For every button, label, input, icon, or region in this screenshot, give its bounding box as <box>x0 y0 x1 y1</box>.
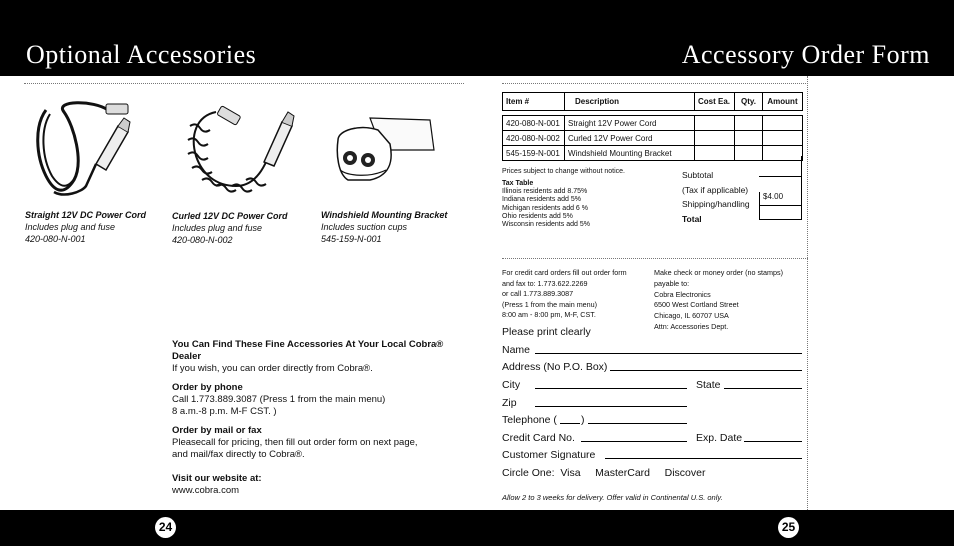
right-footer-bar <box>466 510 954 546</box>
tax-line: Michigan residents add 6 % <box>502 204 588 212</box>
row-qty[interactable] <box>735 116 763 131</box>
tax-line: Illinois residents add 8.75% <box>502 188 588 196</box>
total-field[interactable] <box>759 206 802 220</box>
credit-note-line: (Press 1 from the main menu) <box>502 299 598 309</box>
state-label: State <box>696 379 721 391</box>
row-item: 545-159-N-001 <box>503 146 565 161</box>
zip-label: Zip <box>502 397 517 409</box>
signature-field[interactable] <box>605 458 802 459</box>
web-url[interactable]: www.cobra.com <box>172 485 240 496</box>
straight-cord-image <box>24 96 164 204</box>
product-name: Curled 12V DC Power Cord <box>172 211 288 221</box>
signature-label: Customer Signature <box>502 449 596 461</box>
tax-table <box>502 180 590 229</box>
dealer-intro: If you wish, you can order directly from Cobra®. <box>172 363 373 374</box>
col-item: Item # <box>503 93 565 111</box>
table-row <box>503 116 803 131</box>
name-field[interactable] <box>535 353 802 354</box>
credit-note-line: For credit card orders fill out order form <box>502 268 627 277</box>
name-label: Name <box>502 344 531 356</box>
product-desc: Includes plug and fuse <box>172 223 263 233</box>
credit-note-line: 8:00 am - 8:00 pm, M-F, CST. <box>502 310 596 319</box>
product-caption-curled <box>172 210 288 246</box>
city-field[interactable] <box>535 388 687 389</box>
credit-card-label: Credit Card No. <box>502 432 575 444</box>
exp-date-field[interactable] <box>744 441 802 442</box>
left-footer-bar <box>0 510 466 546</box>
tax-line: Indiana residents add 5% <box>502 196 581 204</box>
product-code: 420-080-N-002 <box>172 235 233 245</box>
row-desc: Straight 12V Power Cord <box>565 116 695 131</box>
col-amount: Amount <box>763 93 803 111</box>
row-cost[interactable] <box>695 146 735 161</box>
col-qty: Qty. <box>735 93 763 111</box>
form-divider <box>502 258 808 259</box>
city-label: City <box>502 379 521 391</box>
product-caption-straight <box>25 209 146 245</box>
table-row <box>503 146 803 161</box>
product-desc: Includes suction cups <box>321 222 408 232</box>
product-code: 420-080-N-001 <box>25 234 86 244</box>
card-type-choice[interactable]: Circle One: Visa MasterCard Discover <box>502 467 706 479</box>
left-page-number: 24 <box>155 517 176 538</box>
shipping-label: Shipping/handling <box>682 199 750 209</box>
product-desc: Includes plug and fuse <box>25 222 116 232</box>
right-header-bar <box>466 0 954 76</box>
left-divider <box>24 83 464 84</box>
dealer-heading: You Can Find These Fine Accessories At Your Local Cobra® Dealer <box>172 339 444 362</box>
row-desc: Curled 12V Power Cord <box>565 131 695 146</box>
exp-date-label: Exp. Date <box>696 432 743 444</box>
totals-labels <box>682 168 750 226</box>
mail-note-line: payable to: <box>654 278 690 288</box>
right-margin-divider <box>807 76 808 510</box>
ordering-info <box>172 339 452 504</box>
curled-cord-image <box>176 96 306 204</box>
area-code-field[interactable] <box>560 423 580 424</box>
address-field[interactable] <box>610 370 802 371</box>
left-header-bar <box>0 0 466 76</box>
prices-note: Prices subject to change without notice. <box>502 168 625 175</box>
telephone-label: Telephone ( <box>502 414 557 426</box>
credit-note-line: and fax to: 1.773.622.2269 <box>502 278 588 288</box>
tax-table-title: Tax Table <box>502 180 534 187</box>
row-cost[interactable] <box>695 116 735 131</box>
row-cost[interactable] <box>695 131 735 146</box>
order-table <box>502 92 803 161</box>
row-amount[interactable] <box>763 131 803 146</box>
subtotal-label: Subtotal <box>682 170 714 180</box>
mail-note-line: 6500 West Cortland Street <box>654 300 739 310</box>
subtotal-field[interactable] <box>759 176 802 177</box>
right-divider <box>502 83 808 84</box>
tax-label: (Tax if applicable) <box>682 184 749 195</box>
totals-box-edge <box>759 192 760 220</box>
telephone-field[interactable] <box>588 423 687 424</box>
row-desc: Windshield Mounting Bracket <box>565 146 695 161</box>
phone-heading: Order by phone <box>172 382 243 393</box>
mail-note-line: Attn: Accessories Dept. <box>654 321 729 331</box>
row-item: 420-080-N-002 <box>503 131 565 146</box>
phone-line: Call 1.773.889.3087 (Press 1 from the main menu) <box>172 394 386 405</box>
product-code: 545-159-N-001 <box>321 234 382 244</box>
product-caption-bracket <box>321 209 447 245</box>
row-amount[interactable] <box>763 116 803 131</box>
total-label: Total <box>682 213 702 224</box>
delivery-note: Allow 2 to 3 weeks for delivery. Offer valid in Continental U.S. only. <box>502 493 723 502</box>
right-page-number: 25 <box>778 517 799 538</box>
web-heading: Visit our website at: <box>172 473 262 484</box>
mail-note-line: Make check or money order (no stamps) <box>654 268 784 277</box>
mail-heading: Order by mail or fax <box>172 425 262 436</box>
row-amount[interactable] <box>763 146 803 161</box>
credit-card-field[interactable] <box>581 441 687 442</box>
table-header-row <box>503 93 803 111</box>
mail-note-line: Cobra Electronics <box>654 289 711 299</box>
zip-field[interactable] <box>535 406 687 407</box>
shipping-value: $4.00 <box>759 192 802 206</box>
phone-hours: 8 a.m.-8 p.m. M-F CST. ) <box>172 406 277 417</box>
row-item: 420-080-N-001 <box>503 116 565 131</box>
left-page-title: Optional Accessories <box>26 40 257 69</box>
address-label: Address (No P.O. Box) <box>502 361 608 373</box>
product-name: Windshield Mounting Bracket <box>321 210 448 220</box>
credit-note-line: or call 1.773.889.3087 <box>502 289 574 298</box>
mail-note <box>654 268 783 333</box>
col-description: Description <box>565 93 695 111</box>
row-qty[interactable] <box>735 131 763 146</box>
col-cost: Cost Ea. <box>695 93 735 111</box>
mail-line-2: and mail/fax directly to Cobra®. <box>172 449 305 460</box>
table-row <box>503 131 803 146</box>
right-page-title: Accessory Order Form <box>681 40 930 69</box>
tax-line: Wisconsin residents add 5% <box>502 221 590 229</box>
state-field[interactable] <box>724 388 802 389</box>
windshield-bracket-image <box>330 110 440 190</box>
row-qty[interactable] <box>735 146 763 161</box>
mail-note-line: Chicago, IL 60707 USA <box>654 311 729 321</box>
mail-line-1: Pleasecall for pricing, then fill out order form on next page, <box>172 437 418 448</box>
print-clearly-label: Please print clearly <box>502 326 591 338</box>
product-name: Straight 12V DC Power Cord <box>25 210 147 220</box>
tax-line: Ohio residents add 5% <box>502 212 573 220</box>
telephone-close-paren: ) <box>581 414 585 426</box>
credit-card-note <box>502 268 627 321</box>
